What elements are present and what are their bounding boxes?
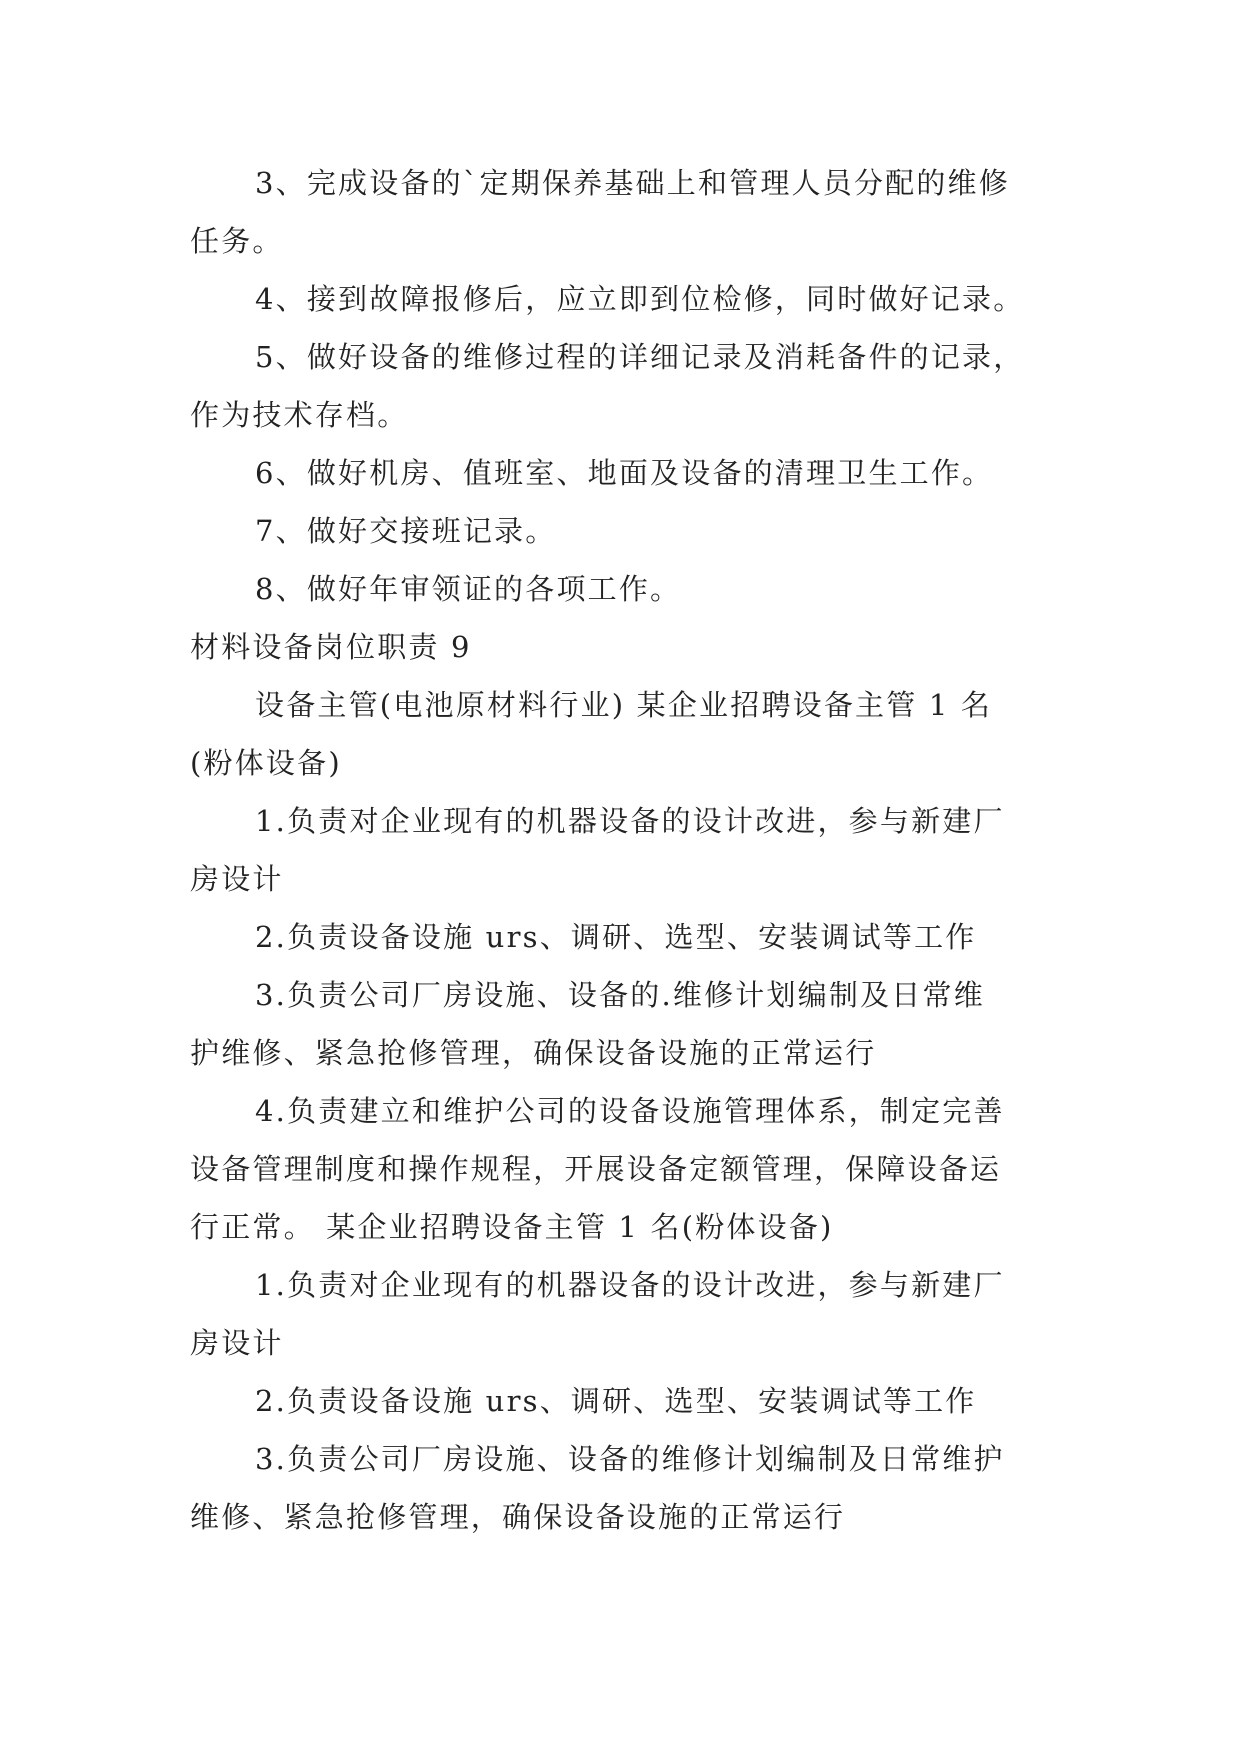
paragraph-line: 3.负责公司厂房设施、设备的.维修计划编制及日常维 — [255, 978, 985, 1012]
paragraph-line: 2.负责设备设施 urs、调研、选型、安装调试等工作 — [255, 1384, 977, 1418]
paragraph-line: 护维修、紧急抢修管理，确保设备设施的正常运行 — [190, 1036, 877, 1070]
paragraph-line: 任务。 — [190, 224, 284, 258]
paragraph-line: 1.负责对企业现有的机器设备的设计改进，参与新建厂 — [255, 804, 1005, 838]
paragraph-line: 设备主管(电池原材料行业) 某企业招聘设备主管 1 名 — [255, 688, 993, 722]
paragraph-line: 8、做好年审领证的各项工作。 — [255, 572, 682, 606]
paragraph-line: 房设计 — [190, 1326, 284, 1360]
paragraph-line: 4.负责建立和维护公司的设备设施管理体系，制定完善 — [255, 1094, 1005, 1128]
paragraph-line: 房设计 — [190, 862, 284, 896]
paragraph-line: 2.负责设备设施 urs、调研、选型、安装调试等工作 — [255, 920, 977, 954]
paragraph-line: 5、做好设备的维修过程的详细记录及消耗备件的记录， — [255, 340, 1025, 374]
paragraph-line: 3.负责公司厂房设施、设备的维修计划编制及日常维护 — [255, 1442, 1005, 1476]
paragraph-line: 维修、紧急抢修管理，确保设备设施的正常运行 — [190, 1500, 846, 1534]
paragraph-line: 设备管理制度和操作规程，开展设备定额管理，保障设备运 — [190, 1152, 1002, 1186]
paragraph-line: 6、做好机房、值班室、地面及设备的清理卫生工作。 — [255, 456, 994, 490]
section-heading: 材料设备岗位职责 9 — [190, 630, 472, 664]
paragraph-line: 1.负责对企业现有的机器设备的设计改进，参与新建厂 — [255, 1268, 1005, 1302]
paragraph-line: 7、做好交接班记录。 — [255, 514, 557, 548]
paragraph-line: 行正常。 某企业招聘设备主管 1 名(粉体设备) — [190, 1210, 834, 1244]
paragraph-line: 作为技术存档。 — [190, 398, 409, 432]
paragraph-line: 4、接到故障报修后，应立即到位检修，同时做好记录。 — [255, 282, 1025, 316]
paragraph-line: 3、完成设备的`定期保养基础上和管理人员分配的维修 — [255, 166, 1010, 200]
paragraph-line: (粉体设备) — [190, 746, 342, 780]
